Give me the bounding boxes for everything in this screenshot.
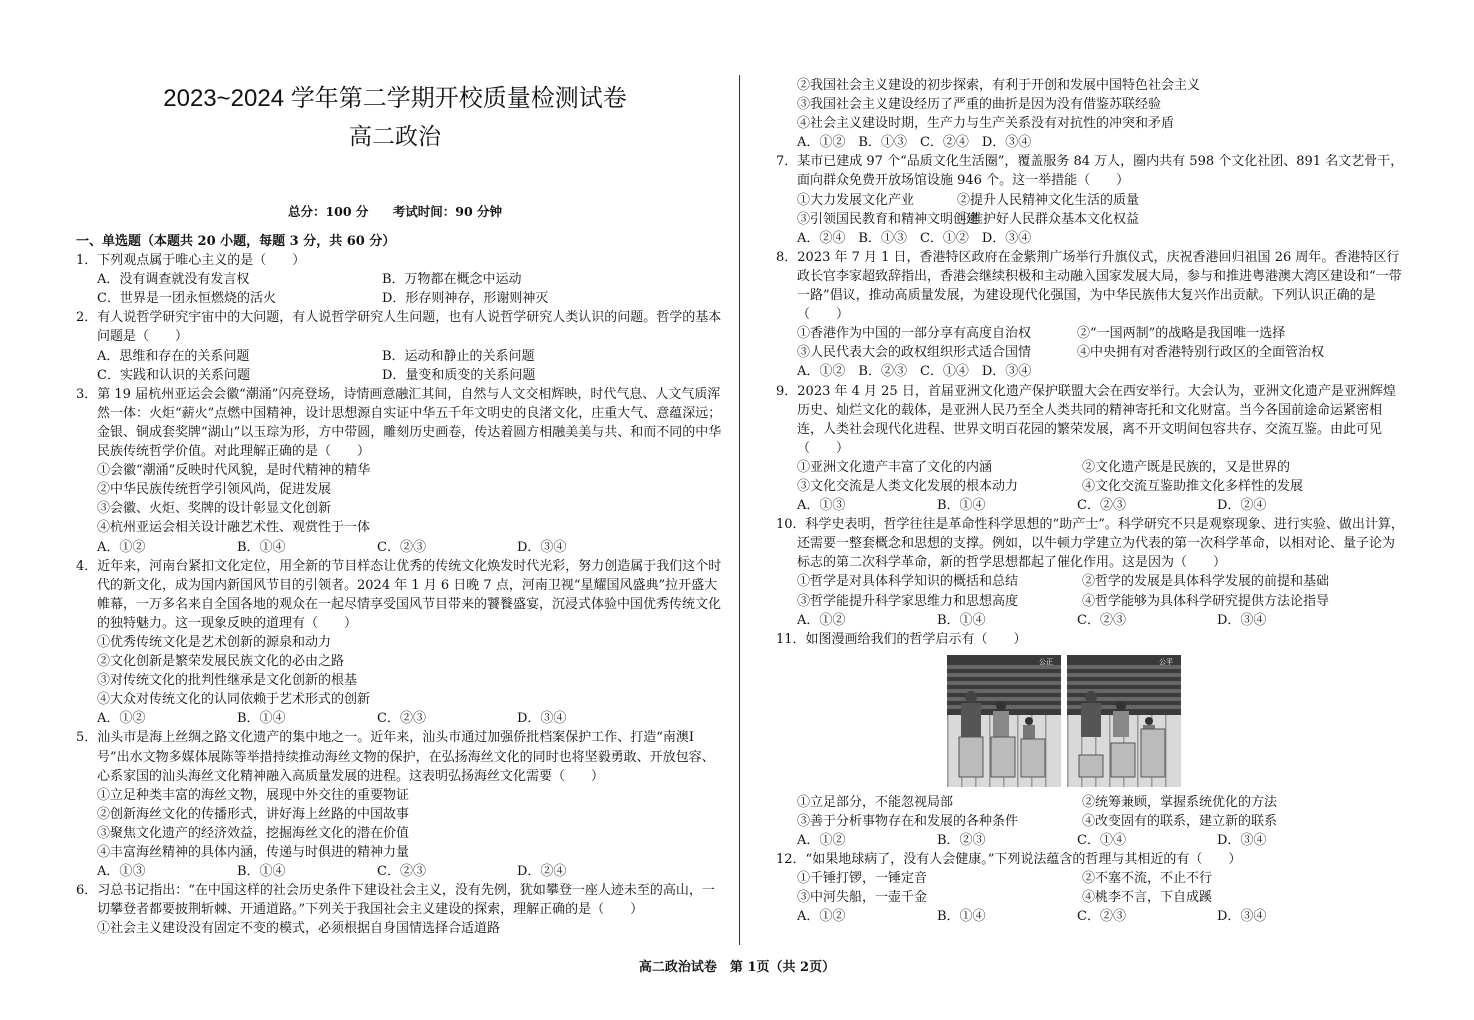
option-row — [776, 592, 1406, 611]
answer-choice: D．③④ — [517, 711, 567, 727]
option: A．思维和存在的关系问题 — [97, 348, 250, 364]
exam-title: 2023~2024 学年第二学期开校质量检测试卷 — [163, 85, 627, 112]
option: ③哲学能提升科学家思维力和思想高度 — [797, 593, 1019, 609]
option: ①香港作为中国的一部分享有高度自治权 — [797, 326, 1032, 342]
question-1 — [76, 251, 726, 308]
option-row — [776, 191, 1406, 210]
question-2 — [76, 308, 726, 384]
answer-choice: C．②③ — [377, 711, 426, 727]
option: ④哲学能够为具体科学研究提供方法论指导 — [1082, 593, 1330, 609]
question-stem: 8．2023 年 7 月 1 日，香港特区政府在金紫荆广场举行升旗仪式，庆祝香港回归祖国 26 周年。香港特区行政长官李家超致辞指出，香港会继续积极和主动融入国家发展大局，参与和推进粤港澳大湾区建设和“一带一路”倡议，推动高质量发展，为建设现代化强国，为中华民族伟大复兴作出贡献。下列认识正确的是（ ） — [776, 249, 1402, 323]
question-10 — [776, 515, 1406, 630]
right-column — [776, 76, 1406, 926]
option: A．没有调查就没有发言权 — [97, 272, 250, 288]
answer-choice: D．③④ — [1217, 833, 1267, 848]
answer-choices — [76, 709, 726, 728]
answer-choice: C．②③ — [1077, 909, 1126, 925]
option: ③引领国民教育和精神文明创建 — [797, 211, 980, 227]
option: B．运动和静止的关系问题 — [382, 348, 535, 364]
question-3 — [76, 385, 726, 557]
option: ④中央拥有对香港特别行政区的全面管治权 — [1077, 345, 1325, 361]
option-row — [776, 572, 1406, 591]
question-6 — [76, 881, 726, 938]
question-statement: ①会徽“潮涌”反映时代风貌，是时代精神的精华 — [97, 463, 371, 479]
question-4 — [76, 557, 726, 729]
answer-choices: A．①② B．①③ C．②④ D．③④ — [797, 135, 1032, 151]
option: D．量变和质变的关系问题 — [382, 367, 536, 383]
answer-choices — [776, 496, 1406, 515]
question-stem: 6．习总书记指出：“在中国这样的社会历史条件下建设社会主义，没有先例，犹如攀登一座人迹未至的高山，一切攀登者都要披荆斩棘、开通道路。”下列关于我国社会主义建设的探索，理解正确的是（ ） — [76, 883, 715, 918]
option-row — [76, 270, 726, 289]
option-row — [76, 366, 726, 385]
question-statement: ④丰富海丝精神的具体内涵，传递与时俱进的精神力量 — [97, 845, 410, 860]
answer-choice: B．②③ — [937, 833, 986, 848]
option-row — [76, 289, 726, 308]
answer-choice: A．①② — [797, 612, 846, 628]
question-stem: 2．有人说哲学研究宇宙中的大问题，有人说哲学研究人生问题，也有人说哲学研究人类认识的问题。哲学的基本问题是（ ） — [76, 310, 722, 345]
option: B．万物都在概念中运动 — [382, 272, 522, 288]
question-stem: 10．科学史表明，哲学往往是革命性科学思想的“助产士”。科学研究不只是观察现象、进行实验、做出计算，还需要一整套概念和思想的支撑。例如，以牛顿力学建立为代表的第一次科学革命，以相对论、量子论为标志的第二次科学革命，新的哲学思想都起了催化作用。这是因为（ ） — [776, 517, 1404, 571]
option: ③人民代表大会的政权组织形式适合国情 — [797, 345, 1032, 361]
option: ②统筹兼顾，掌握系统优化的方法 — [1082, 794, 1278, 810]
option: ②文化遗产既是民族的，又是世界的 — [1082, 459, 1291, 475]
question-statement: ①立足种类丰富的海丝文物，展现中外交往的重要物证 — [97, 787, 410, 803]
question-stem: 7．某市已建成 97 个“品质文化生活圈”，覆盖服务 84 万人，圈内共有 598 个文化社团、891 名文艺骨干，面向群众免费开放场馆设施 946 个。这一举措能（ ） — [776, 154, 1404, 189]
answer-choice: B．①④ — [937, 498, 986, 514]
page-footer: 高二政治试卷 第 1页（共 2页） — [638, 960, 836, 975]
question-statement: ④大众对传统文化的认同依赖于艺术形式的创新 — [97, 692, 371, 708]
answer-choice: D．②④ — [1217, 498, 1267, 514]
question-statement: ②文化创新是繁荣发展民族文化的必由之路 — [97, 654, 345, 670]
answer-choice: A．①③ — [97, 864, 146, 880]
option-row — [776, 324, 1406, 343]
option: ③善于分析事物存在和发展的各种条件 — [797, 813, 1019, 829]
answer-choice: B．①④ — [237, 711, 286, 727]
exam-time: 考试时间：90 分钟 — [392, 204, 503, 219]
question-stem: 5．汕头市是海上丝绸之路文化遗产的集中地之一。近年来，汕头市通过加强侨批档案保护工作、打造“南澳Ⅰ号”出水文物多媒体展陈等举措持续推动海丝文物的保护，在弘扬海丝文化的同时也将坚毅勇敢、开放包容、心系家国的汕头海丝文化精神融入高质量发展的进程。这表明弘扬海丝文化需要（ ） — [76, 730, 715, 784]
question-9 — [776, 382, 1406, 516]
answer-choice: B．①④ — [237, 539, 286, 555]
cartoon-caption-right: 公平 — [1159, 657, 1173, 666]
option: ①千锤打锣，一锤定音 — [797, 871, 928, 887]
question-7 — [776, 152, 1406, 247]
option: ③中河失船，一壶千金 — [797, 890, 928, 906]
option: ①大力发展文化产业 — [797, 192, 915, 208]
answer-choice: C．②③ — [377, 864, 426, 880]
question-statement: ①优秀传统文化是艺术创新的源泉和动力 — [97, 634, 332, 650]
answer-choice: D．②④ — [517, 864, 567, 880]
option: ④维护好人民群众基本文化权益 — [957, 211, 1140, 227]
answer-choice: A．①② — [97, 711, 146, 727]
answer-choice: D．③④ — [1217, 909, 1267, 925]
answer-choices — [776, 907, 1406, 926]
cartoon-image — [947, 655, 1181, 787]
option-row — [776, 812, 1406, 831]
option: ④文化交流互鉴助推文化多样性的发展 — [1082, 478, 1304, 494]
answer-choice: B．①④ — [237, 864, 286, 880]
question-11 — [776, 630, 1406, 850]
question-statement: ③会徽、火炬、奖牌的设计彰显文化创新 — [97, 501, 332, 517]
question-statement: ②我国社会主义建设的初步探索，有利于开创和发展中国特色社会主义 — [797, 78, 1201, 93]
question-statement: ④社会主义建设时期，生产力与生产关系没有对抗性的冲突和矛盾 — [797, 116, 1175, 132]
option-row — [776, 343, 1406, 362]
question-statement: ②中华民族传统哲学引领风尚，促进发展 — [97, 482, 332, 498]
option: ①立足部分，不能忽视局部 — [797, 794, 954, 810]
question-12 — [776, 850, 1406, 926]
question-stem: 3．第 19 届杭州亚运会会徽“潮涌”闪亮登场，诗情画意融汇其间，自然与人文交相辉映，时代气息、人文气质浑然一体：火炬“薪火”点燃中国精神，设计思想源自实证中华五千年文明史的良渚文化，庄重大气、意蕴深远；金银、铜成套奖牌“湖山”以玉琮为形，方中带圆，雕刻历史画卷，传达着圆方相融美美与共、和而不同的中华民族传统哲学价值。对此理解正确的是（ ） — [76, 386, 722, 460]
question-statement: ②创新海丝文化的传播形式，讲好海上丝路的中国故事 — [97, 806, 410, 822]
answer-choice: D．③④ — [517, 539, 567, 555]
answer-choices — [76, 862, 726, 881]
question-stem: 9．2023 年 4 月 25 日，首届亚洲文化遗产保护联盟大会在西安举行。大会认为，亚洲文化遗产是亚洲辉煌历史、灿烂文化的载体，是亚洲人民乃至全人类共同的精神寄托和文化财富。当今各国前途命运紧密相连，人类社会现代化进程、世界文明百花园的繁荣发展，离不开文明间包容共存、交流互鉴。由此可见（ ） — [776, 383, 1396, 456]
option: ④改变固有的联系，建立新的联系 — [1082, 813, 1278, 829]
answer-choice: A．①② — [797, 909, 846, 925]
answer-choice: C．②③ — [1077, 612, 1126, 628]
answer-choices: A．②④ B．①③ C．①② D．③④ — [797, 230, 1032, 246]
total-score: 总分：100 分 — [287, 204, 369, 219]
option: ②哲学的发展是具体科学发展的前提和基础 — [1082, 574, 1330, 590]
option-row — [776, 888, 1406, 907]
option-row — [76, 347, 726, 366]
answer-choices — [776, 611, 1406, 630]
option-row — [776, 210, 1406, 229]
question-stem: 4．近年来，河南台紧扣文化定位，用全新的节目样态让优秀的传统文化焕发时代光彩，努力创造属于我们这个时代的新文化，成为国内新国风节目的引领者。2024 年 1 月 6 日晚 7 点，河南卫视“星耀国风盛典”拉开盛大帷幕，一万多名来自全国各地的观众在一起尽情享受国风节目带来的饕餮盛宴，沉浸式体验中国优秀传统文化的独特魅力。这一现象反映的道理有（ ） — [76, 558, 722, 631]
answer-choice: C．②③ — [1077, 498, 1126, 514]
section-heading: 一、单选题（本题共 20 小题，每题 3 分，共 60 分） — [76, 234, 396, 249]
exam-meta — [130, 202, 660, 220]
option: C．世界是一团永恒燃烧的活火 — [97, 291, 276, 307]
question-statement: ①社会主义建设没有固定不变的模式，必须根据自身国情选择合适道路 — [97, 921, 501, 937]
question-statement: ④杭州亚运会相关设计融艺术性、观赏性于一体 — [97, 520, 371, 536]
option-row — [776, 869, 1406, 888]
question-statement: ③我国社会主义建设经历了严重的曲折是因为没有借鉴苏联经验 — [797, 97, 1162, 113]
option-row — [776, 458, 1406, 477]
option: ④桃李不言，下自成蹊 — [1082, 890, 1213, 906]
answer-choice: A．①② — [797, 833, 846, 848]
answer-choice: B．①④ — [937, 612, 986, 628]
question-stem: 12．“如果地球病了，没有人会健康。”下列说法蕴含的哲理与其相近的有（ ） — [776, 852, 1242, 868]
answer-choice: D．③④ — [1217, 612, 1267, 628]
answer-choice: A．①③ — [797, 498, 846, 514]
option: D．形存则神存，形谢则神灭 — [382, 291, 549, 307]
left-column — [76, 232, 726, 938]
option: ②不塞不流，不止不行 — [1082, 871, 1213, 887]
option: ②提升人民精神文化生活的质量 — [957, 192, 1140, 208]
question-6 — [776, 76, 1406, 152]
answer-choices — [776, 831, 1406, 850]
answer-choices — [76, 538, 726, 557]
question-stem: 1．下列观点属于唯心主义的是（ ） — [76, 253, 306, 269]
option: ①亚洲文化遗产丰富了文化的内涵 — [797, 459, 993, 475]
cartoon-caption-left: 公正 — [1039, 657, 1053, 666]
option-row — [776, 793, 1406, 812]
question-statement: ③对传统文化的批判性继承是文化创新的根基 — [97, 673, 358, 689]
question-stem: 11．如图漫画给我们的哲学启示有（ ） — [776, 631, 1027, 647]
answer-choice: C．①④ — [1077, 833, 1126, 848]
option-row — [776, 477, 1406, 496]
question-5 — [76, 728, 726, 881]
answer-choices: A．①② B．②③ C．①④ D．③④ — [797, 364, 1032, 380]
option: ②“一国两制”的战略是我国唯一选择 — [1077, 326, 1286, 342]
option: C．实践和认识的关系问题 — [97, 367, 250, 383]
question-statement: ③聚焦文化遗产的经济效益，挖掘海丝文化的潜在价值 — [97, 825, 410, 841]
answer-choice: B．①④ — [937, 909, 986, 925]
option: ③文化交流是人类文化发展的根本动力 — [797, 478, 1019, 494]
question-8 — [776, 248, 1406, 382]
answer-choice: A．①② — [97, 539, 146, 555]
answer-choice: C．②③ — [377, 539, 426, 555]
option: ①哲学是对具体科学知识的概括和总结 — [797, 574, 1019, 590]
exam-subject: 高二政治 — [349, 124, 441, 150]
column-divider — [739, 75, 740, 945]
